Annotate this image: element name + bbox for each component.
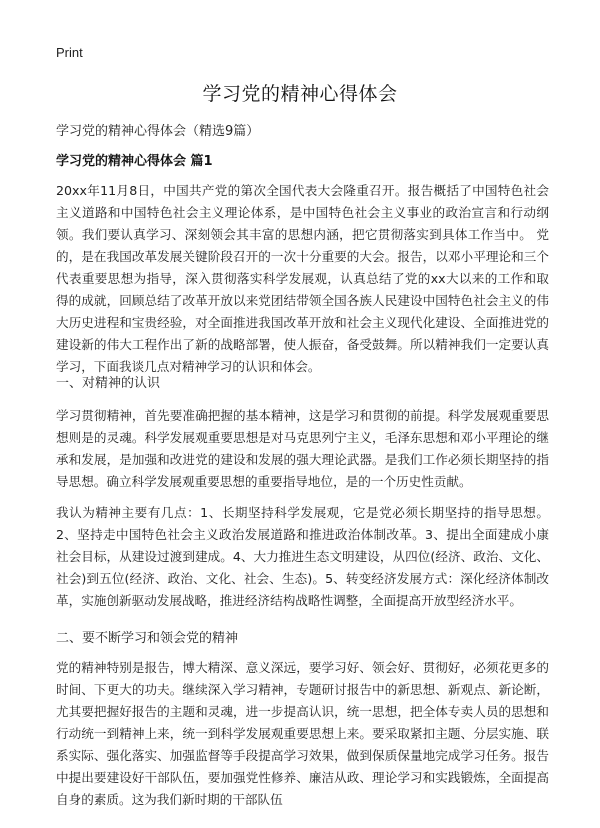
paragraph-4: 党的精神特别是报告，博大精深、意义深远，要学习好、领会好、贯彻好，必须花更多的时间、下更大的功夫。继续深入学习精神，专题研讨报告中的新思想、新观点、新论断，尤其要把握好报告的主题和灵魂，进一步提高认识，统一思想，把全体专卖人员的思想和行动统一到精神上来，统一到科学发展观重要思想上来。要采取紧扣主题、分层实施、联系实际、强化落实、加强监督等手段提高学习效果，做到保质保量地完成学习任务。报告中提出要建设好干部队伍，要加强党性修养、廉洁从政、理论学习和实践锻炼，全面提高自身的素质。这为我们新时期的干部队伍: [56, 660, 549, 807]
print-link[interactable]: Print: [56, 45, 83, 60]
document-subtitle: 学习党的精神心得体会（精选9篇）: [56, 124, 260, 139]
paragraph-2: 学习贯彻精神，首先要准确把握的基本精神，这是学习和贯彻的前提。科学发展观重要思想则是的灵魂。科学发展观重要思想是对马克思列宁主义，毛泽东思想和邓小平理论的继承和发展，是加强和改进党的建设和发展的强大理论武器。是我们工作必须长期坚持的指导思想。确立科学发展观重要思想的重要指导地位，是的一个历史性贡献。: [56, 408, 549, 489]
heading-2: 二、要不断学习和领会党的精神: [56, 631, 239, 646]
section-title: 学习党的精神心得体会 篇1: [56, 154, 213, 169]
paragraph-1: 20xx年11月8日，中国共产党的第次全国代表大会隆重召开。报告概括了中国特色社会主义道路和中国特色社会主义理论体系，是中国特色社会主义事业的政治宣言和行动纲领。我们要认真学习、深刻领会其丰富的思想内涵，把它贯彻落实到具体工作当中。 党的，是在我国改革发展关键阶段召开的一次十分重要的大会。报告，以邓小平理论和三个代表重要思想为指导，深入贯彻落实科学发展观，认真总结了党的xx大以来的工作和取得的成就，回顾总结了改革开放以来党团结带领全国各族人民建设中国特色社会主义的伟大历史进程和宝贵经验，对全面推进我国改革开放和社会主义现代化建设、全面推进党的建设新的伟大工程作出了新的战略部署，使人振奋，备受鼓舞。所以精神我们一定要认真学习，下面我谈几点对精神学习的认识和体会。: [56, 183, 549, 374]
heading-1: 一、对精神的认识: [56, 376, 161, 391]
paragraph-3: 我认为精神主要有几点：1、长期坚持科学发展观，它是党必须长期坚持的指导思想。2、坚持走中国特色社会主义政治发展道路和推进政治体制改革。3、提出全面建成小康社会目标，从建设过渡到建成。4、大力推进生态文明建设，从四位(经济、政治、文化、社会)到五位(经济、政治、文化、社会、生态)。5、转变经济发展方式：深化经济体制改革，实施创新驱动发展战略，推进经济结构战略性调整，全面提高开放型经济水平。: [56, 505, 549, 608]
document-title: 学习党的精神心得体会: [202, 83, 398, 105]
